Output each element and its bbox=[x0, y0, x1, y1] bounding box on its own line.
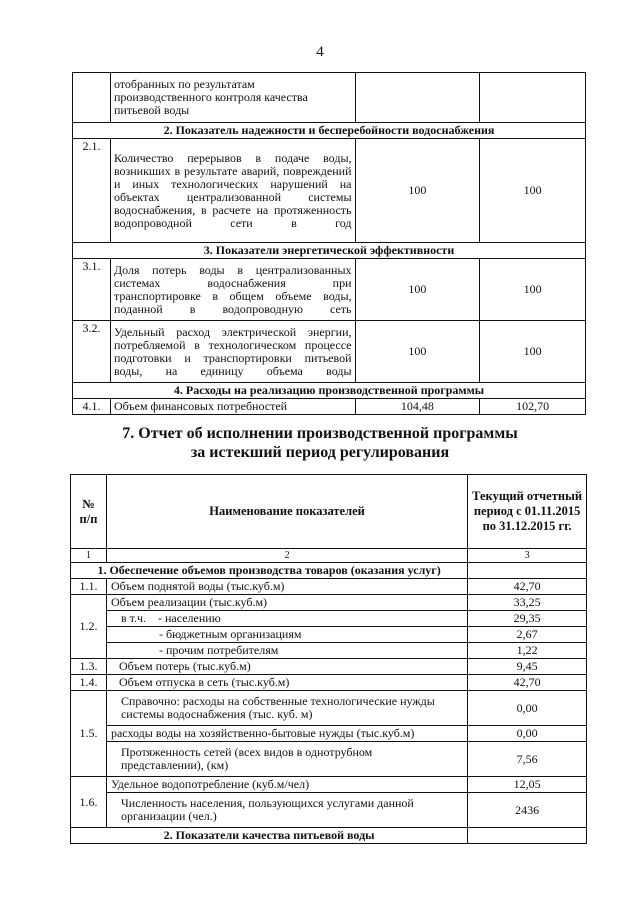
row-value: 0,00 bbox=[468, 726, 587, 742]
section-title: 1. Обеспечение объемов производства товаров (оказания услуг) bbox=[71, 563, 468, 579]
table-row bbox=[71, 595, 587, 611]
row-text: Удельный расход электрической энергии, потребляемой в технологическом процессе подготовки и транспортировки питьевой воды, на единицу объема воды bbox=[110, 321, 355, 383]
row-number: 3.2. bbox=[73, 321, 111, 383]
table-row bbox=[71, 643, 587, 659]
row-text: Удельное водопотребление (куб.м/чел) bbox=[106, 777, 467, 793]
row-number: 1.1. bbox=[71, 579, 107, 595]
row-value: 100 bbox=[480, 321, 586, 383]
row-value: 102,70 bbox=[480, 399, 586, 415]
row-value: 104,48 bbox=[355, 399, 480, 415]
table-row bbox=[71, 675, 587, 691]
table-row bbox=[71, 777, 587, 793]
table-row bbox=[71, 691, 587, 726]
table-row bbox=[73, 321, 586, 383]
table-header bbox=[71, 475, 587, 549]
production-report-table bbox=[70, 474, 587, 844]
section-title: 4. Расходы на реализацию производственной программы bbox=[73, 383, 586, 399]
row-text: Объем реализации (тыс.куб.м) bbox=[106, 595, 467, 611]
row-number: 1.4. bbox=[71, 675, 107, 691]
row-value: 29,35 bbox=[468, 611, 587, 627]
section-header bbox=[73, 383, 586, 399]
row-value: 0,00 bbox=[468, 691, 587, 726]
row-text: Объем финансовых потребностей bbox=[110, 399, 355, 415]
section-title: 2. Показатель надежности и бесперебойности водоснабжения bbox=[73, 123, 586, 139]
row-value: 42,70 bbox=[468, 579, 587, 595]
section-header bbox=[71, 563, 587, 579]
table-row bbox=[73, 399, 586, 415]
table-row bbox=[73, 259, 586, 321]
table-row bbox=[71, 793, 587, 828]
row-value: 1,22 bbox=[468, 643, 587, 659]
page-number: 4 bbox=[316, 44, 324, 60]
row-number: 3.1. bbox=[73, 259, 111, 321]
row-number: 1.2. bbox=[71, 595, 107, 659]
row-text: Доля потерь воды в централизованных системах водоснабжения при транспортировке в общем объеме воды, поданной в водопроводную сеть bbox=[110, 259, 355, 321]
row-text: Объем отпуска в сеть (тыс.куб.м) bbox=[106, 675, 467, 691]
row-text: Объем потерь (тыс.куб.м) bbox=[106, 659, 467, 675]
row-value: 42,70 bbox=[468, 675, 587, 691]
col-number: 3 bbox=[468, 549, 587, 563]
section-header bbox=[73, 123, 586, 139]
indicators-table-continued bbox=[72, 72, 586, 415]
row-value: 2,67 bbox=[468, 627, 587, 643]
section-header bbox=[71, 828, 587, 844]
row-text: Количество перерывов в подаче воды, возникших в результате аварий, повреждений и иных технологических нарушений на объектах централизованной системы водоснабжения, в расчете на протяженность водопроводной сети в год bbox=[110, 139, 355, 243]
header-name: Наименование показателей bbox=[106, 475, 467, 549]
row-text: Объем поднятой воды (тыс.куб.м) bbox=[106, 579, 467, 595]
row-value: 100 bbox=[355, 139, 480, 243]
row-text: отобранных по результатам производственного контроля качества питьевой воды bbox=[110, 73, 355, 123]
col-number: 2 bbox=[106, 549, 467, 563]
row-text: расходы воды на хозяйственно-бытовые нужды (тыс.куб.м) bbox=[106, 726, 467, 742]
row-text: в т.ч. - населению bbox=[106, 611, 467, 627]
table-row bbox=[71, 579, 587, 595]
row-number: 2.1. bbox=[73, 139, 111, 243]
row-value: 100 bbox=[480, 259, 586, 321]
report-title: 7. Отчет об исполнении производственной программы bbox=[122, 425, 518, 442]
row-value: 100 bbox=[480, 139, 586, 243]
table-row bbox=[71, 627, 587, 643]
table-row bbox=[71, 742, 587, 777]
row-number: 1.3. bbox=[71, 659, 107, 675]
row-value: 33,25 bbox=[468, 595, 587, 611]
section-header bbox=[73, 243, 586, 259]
row-text: - прочим потребителям bbox=[106, 643, 467, 659]
table-row bbox=[71, 659, 587, 675]
table-row bbox=[73, 73, 586, 123]
table-row bbox=[71, 726, 587, 742]
row-value: 100 bbox=[355, 259, 480, 321]
row-text: Численность населения, пользующихся услугами данной организации (чел.) bbox=[106, 793, 467, 828]
table-row bbox=[73, 139, 586, 243]
section-title: 2. Показатели качества питьевой воды bbox=[71, 828, 468, 844]
row-value: 100 bbox=[355, 321, 480, 383]
row-text: - бюджетным организациям bbox=[106, 627, 467, 643]
row-number: 1.6. bbox=[71, 777, 107, 828]
row-value: 2436 bbox=[468, 793, 587, 828]
report-subtitle: за истекший период регулирования bbox=[190, 444, 450, 461]
section-title: 3. Показатели энергетической эффективности bbox=[73, 243, 586, 259]
row-value: 7,56 bbox=[468, 742, 587, 777]
table-row bbox=[71, 611, 587, 627]
header-period: Текущий отчетный период с 01.11.2015 по 31.12.2015 гг. bbox=[468, 475, 587, 549]
header-num: № п/п bbox=[71, 475, 107, 549]
row-number: 4.1. bbox=[73, 399, 111, 415]
row-value: 9,45 bbox=[468, 659, 587, 675]
row-text: Справочно: расходы на собственные технологические нужды системы водоснабжения (тыс. куб. м) bbox=[106, 691, 467, 726]
column-numbers bbox=[71, 549, 587, 563]
col-number: 1 bbox=[71, 549, 107, 563]
row-number: 1.5. bbox=[71, 691, 107, 777]
row-text: Протяженность сетей (всех видов в однотрубном представлении), (км) bbox=[106, 742, 467, 777]
row-value: 12,05 bbox=[468, 777, 587, 793]
